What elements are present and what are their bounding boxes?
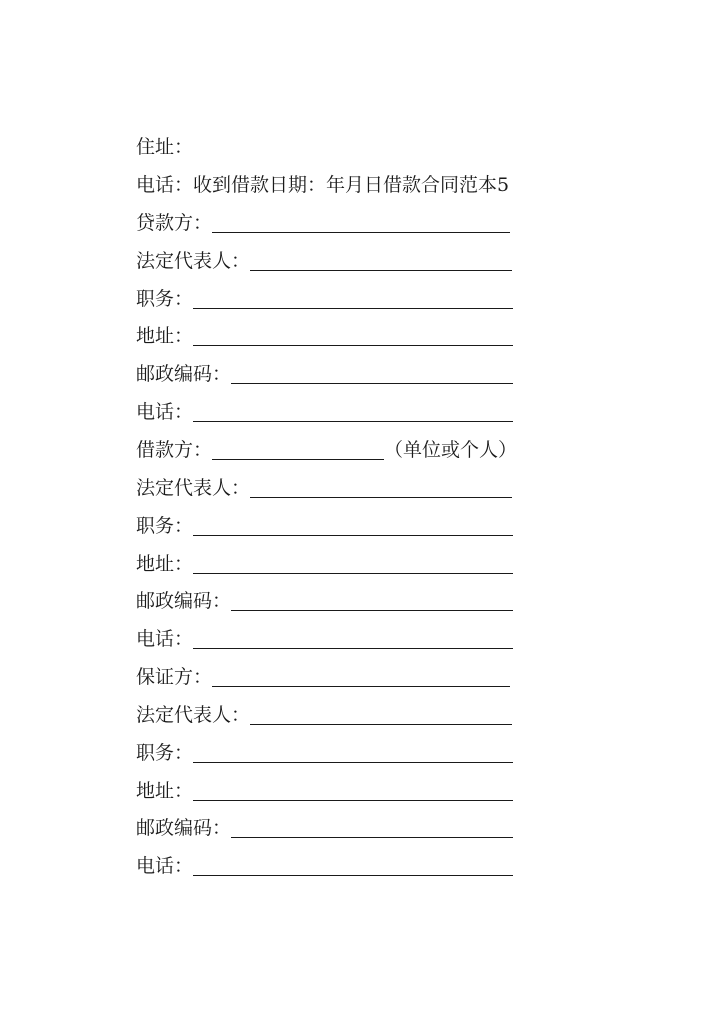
position-line [136,512,513,538]
address-line [136,133,193,159]
postal-code-line [136,587,513,613]
field-label: 邮政编码： [136,590,232,612]
unit-or-individual-note: （单位或个人） [384,439,518,461]
field-label: 电话： [136,401,194,423]
legal-rep-line [136,247,512,273]
lender-line [136,209,510,235]
fill-in-blank[interactable] [212,440,384,460]
field-label: 保证方： [136,666,213,688]
fill-in-blank[interactable] [193,856,513,876]
address-line [136,322,513,348]
fill-in-blank[interactable] [212,667,510,687]
field-label: 电话： [136,855,194,877]
position-line [136,739,513,765]
field-label: 邮政编码： [136,817,232,839]
fill-in-blank[interactable] [193,629,513,649]
field-label: 电话： [136,628,194,650]
field-label: 职务： [136,742,194,764]
phone-line [136,852,513,878]
legal-rep-line [136,701,512,727]
field-label: 职务： [136,515,194,537]
field-label: 地址： [136,553,194,575]
postal-code-line [136,360,513,386]
fill-in-blank[interactable] [193,516,513,536]
field-label: 邮政编码： [136,363,232,385]
fill-in-blank[interactable] [193,402,513,422]
fill-in-blank[interactable] [250,478,512,498]
field-label: 法定代表人： [136,704,251,726]
field-label: 贷款方： [136,212,213,234]
phone-date-line [136,171,509,197]
position-line [136,285,513,311]
borrower-line [136,436,517,462]
phone-line [136,625,513,651]
fill-in-blank[interactable] [250,251,512,271]
fill-in-blank[interactable] [193,326,513,346]
fill-in-blank[interactable] [193,781,513,801]
field-label: 职务： [136,288,194,310]
guarantor-line [136,663,510,689]
address-line [136,777,513,803]
fill-in-blank[interactable] [250,705,512,725]
field-label: 电话：收到借款日期：年月日借款合同范本5 [136,174,510,196]
fill-in-blank[interactable] [231,591,513,611]
legal-rep-line [136,474,512,500]
fill-in-blank[interactable] [193,289,513,309]
fill-in-blank[interactable] [231,818,513,838]
fill-in-blank[interactable] [212,213,510,233]
postal-code-line [136,814,513,840]
fill-in-blank[interactable] [231,364,513,384]
phone-line [136,398,513,424]
field-label: 住址： [136,136,194,158]
fill-in-blank[interactable] [193,743,513,763]
fill-in-blank[interactable] [193,554,513,574]
field-label: 法定代表人： [136,477,251,499]
field-label: 地址： [136,325,194,347]
field-label: 法定代表人： [136,250,251,272]
address-line [136,550,513,576]
field-label: 地址： [136,780,194,802]
field-label: 借款方： [136,439,213,461]
